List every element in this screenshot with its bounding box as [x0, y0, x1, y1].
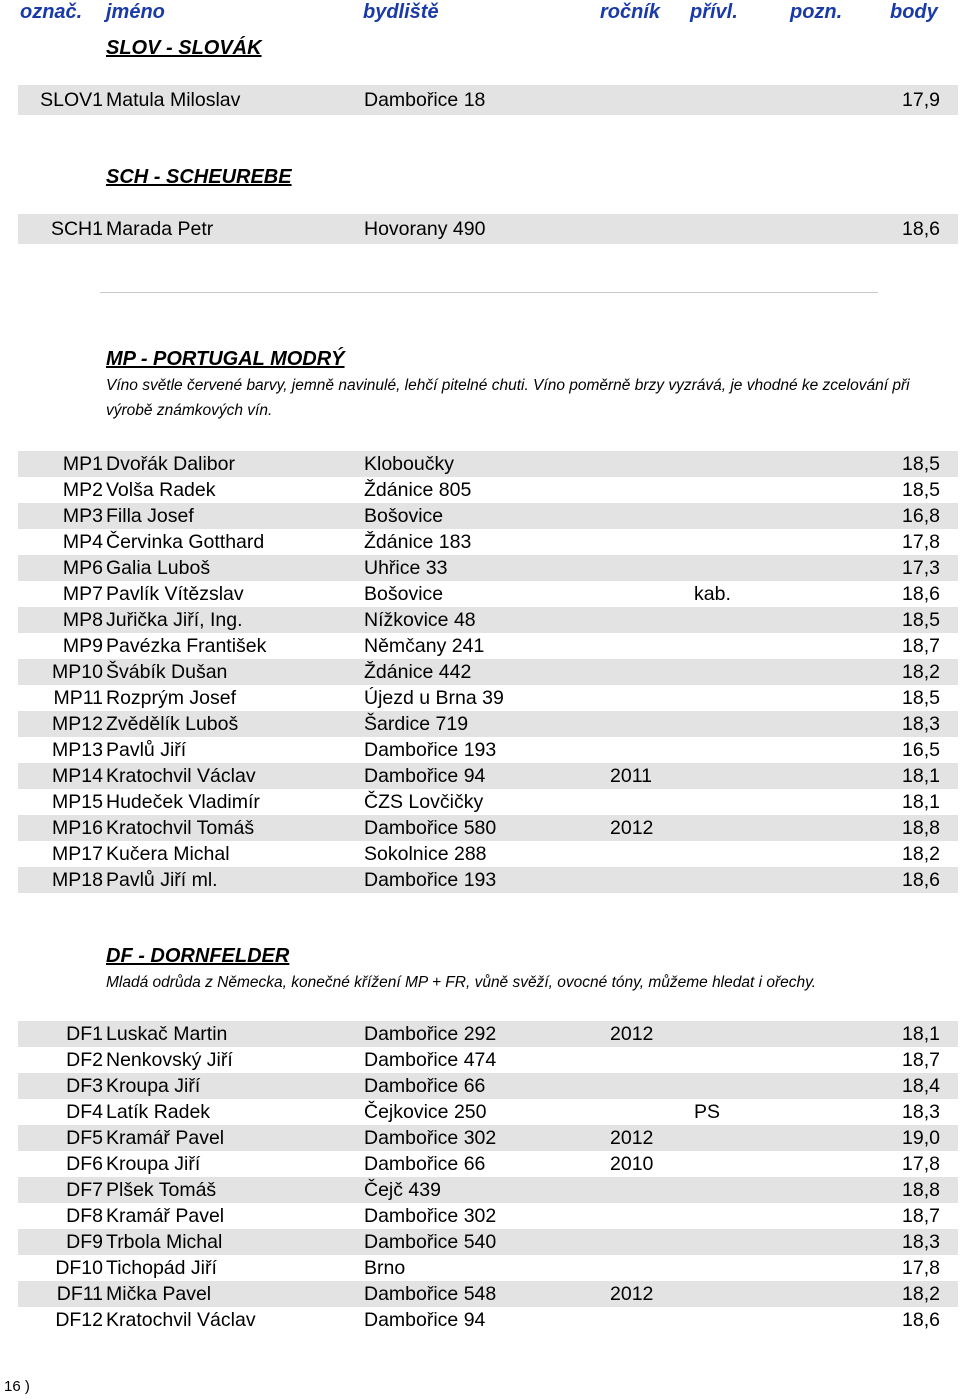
grower-name: Hudeček Vladimír — [106, 791, 260, 813]
grower-name: Švábík Dušan — [106, 661, 228, 683]
table-row — [18, 633, 958, 659]
grower-name: Trbola Michal — [106, 1231, 223, 1253]
entry-id: MP1 — [62, 453, 103, 475]
table-row — [18, 1099, 958, 1125]
grower-town: Dambořice 548 — [364, 1283, 497, 1305]
points: 19,0 — [902, 1127, 940, 1149]
grower-town: Dambořice 580 — [364, 817, 497, 839]
column-header — [0, 0, 960, 24]
table-row — [18, 477, 958, 503]
grower-name: Volša Radek — [106, 479, 216, 501]
table-row — [18, 85, 958, 115]
table-row — [18, 711, 958, 737]
grower-town: Újezd u Brna 39 — [364, 687, 504, 709]
grower-name: Kučera Michal — [106, 843, 230, 865]
grower-town: Dambořice 66 — [364, 1075, 486, 1097]
grower-town: Dambořice 474 — [364, 1049, 497, 1071]
points: 18,1 — [902, 765, 940, 787]
entry-id: MP4 — [62, 531, 103, 553]
entry-id: DF6 — [66, 1153, 103, 1175]
grower-town: Sokolnice 288 — [364, 843, 487, 865]
header-pozn: pozn. — [790, 1, 843, 23]
vintage-year: 2012 — [610, 817, 654, 839]
vintage-year: 2012 — [610, 1283, 654, 1305]
grower-name: Kramář Pavel — [106, 1205, 225, 1227]
vintage-year: 2012 — [610, 1023, 654, 1045]
grower-town: Dambořice 302 — [364, 1205, 497, 1227]
attribute: PS — [694, 1101, 721, 1123]
header-body: body — [890, 1, 938, 23]
table-row — [18, 581, 958, 607]
vintage-year: 2012 — [610, 1127, 654, 1149]
table-row — [18, 1229, 958, 1255]
points: 18,6 — [902, 869, 940, 891]
grower-town: Ždánice 183 — [364, 531, 472, 553]
entry-id: DF8 — [66, 1205, 103, 1227]
entry-id: DF9 — [66, 1231, 103, 1253]
grower-name: Pavlů Jiří — [106, 739, 187, 761]
header-privl: přívl. — [690, 1, 738, 23]
entry-id: MP16 — [52, 817, 103, 839]
points: 17,8 — [902, 531, 940, 553]
points: 18,6 — [902, 218, 940, 240]
grower-town: Dambořice 540 — [364, 1231, 497, 1253]
entry-id: MP11 — [53, 687, 103, 709]
section-title-mp: MP - PORTUGAL MODRÝ — [106, 348, 345, 370]
entry-id: DF10 — [55, 1257, 103, 1279]
points: 18,1 — [902, 791, 940, 813]
grower-town: Brno — [364, 1257, 406, 1279]
points: 18,6 — [902, 583, 940, 605]
grower-town: Ždánice 442 — [364, 661, 472, 683]
entry-id: MP2 — [62, 479, 103, 501]
entry-id: MP6 — [62, 557, 103, 579]
grower-name: Nenkovský Jiří — [106, 1049, 233, 1071]
table-row — [18, 214, 958, 244]
points: 18,2 — [902, 1283, 940, 1305]
grower-town: ČZS Lovčičky — [364, 791, 484, 813]
grower-name: Pavlů Jiří ml. — [106, 869, 218, 891]
grower-town: Dambořice 66 — [364, 1153, 486, 1175]
section-title-sch: SCH - SCHEUREBE — [106, 166, 292, 188]
entry-id: MP14 — [52, 765, 103, 787]
entry-id: MP12 — [52, 713, 103, 735]
entry-id: DF7 — [66, 1179, 103, 1201]
grower-town: Němčany 241 — [364, 635, 485, 657]
divider-line — [100, 292, 878, 293]
table-row — [18, 685, 958, 711]
grower-town: Bošovice — [364, 583, 444, 605]
points: 18,1 — [902, 1023, 940, 1045]
entry-id: MP18 — [52, 869, 103, 891]
grower-town: Dambořice 292 — [364, 1023, 497, 1045]
points: 16,5 — [902, 739, 940, 761]
table-row — [18, 1047, 958, 1073]
table-row — [18, 841, 958, 867]
table-row — [18, 529, 958, 555]
points: 18,5 — [902, 609, 940, 631]
vintage-year: 2011 — [610, 765, 652, 787]
grower-town: Šardice 719 — [364, 713, 469, 735]
grower-town: Hovorany 490 — [364, 218, 486, 240]
table-row — [18, 1021, 958, 1047]
header-jmeno: jméno — [106, 1, 165, 23]
grower-name: Mička Pavel — [106, 1283, 212, 1305]
points: 18,5 — [902, 687, 940, 709]
entry-id: MP9 — [62, 635, 103, 657]
table-row — [18, 1177, 958, 1203]
grower-town: Uhřice 33 — [364, 557, 448, 579]
table-row — [18, 815, 958, 841]
table-row — [18, 1073, 958, 1099]
table-row — [18, 1151, 958, 1177]
entry-id: DF2 — [66, 1049, 103, 1071]
table-row — [18, 789, 958, 815]
points: 18,8 — [902, 1179, 940, 1201]
grower-name: Dvořák Dalibor — [106, 453, 235, 475]
vintage-year: 2010 — [610, 1153, 654, 1175]
header-oznac: označ. — [20, 1, 83, 23]
table-row — [18, 1203, 958, 1229]
grower-town: Dambořice 193 — [364, 739, 497, 761]
grower-name: Tichopád Jiří — [106, 1257, 217, 1279]
grower-name: Pavézka František — [106, 635, 267, 657]
points: 18,7 — [902, 1049, 940, 1071]
points: 17,3 — [902, 557, 940, 579]
table-row — [18, 763, 958, 789]
grower-town: Kloboučky — [364, 453, 454, 475]
section-title-slov: SLOV - SLOVÁK — [106, 37, 262, 59]
header-bydliste: bydliště — [363, 1, 439, 23]
rows-mp — [18, 451, 958, 893]
entry-id: MP7 — [62, 583, 103, 605]
header-rocnik: ročník — [600, 1, 661, 23]
entry-id: DF11 — [56, 1283, 103, 1305]
grower-town: Nížkovice 48 — [364, 609, 476, 631]
grower-town: Bošovice — [364, 505, 444, 527]
table-row — [18, 1255, 958, 1281]
table-row — [18, 1125, 958, 1151]
points: 18,3 — [902, 1101, 940, 1123]
section-description-df: Mladá odrůda z Německa, konečné křížení MP + FR, vůně svěží, ovocné tóny, můžeme hledat i ořechy. — [106, 974, 817, 991]
grower-name: Červinka Gotthard — [106, 531, 265, 553]
grower-town: Dambořice 18 — [364, 89, 486, 111]
entry-id: MP3 — [62, 505, 103, 527]
note: kab. — [694, 583, 731, 605]
grower-name: Matula Miloslav — [106, 89, 241, 111]
page-number: 16 ) — [4, 1378, 30, 1395]
grower-name: Galia Luboš — [106, 557, 211, 579]
points: 18,7 — [902, 1205, 940, 1227]
entry-id: DF3 — [66, 1075, 103, 1097]
points: 18,5 — [902, 453, 940, 475]
grower-name: Pavlík Vítězslav — [106, 583, 244, 605]
grower-name: Filla Josef — [106, 505, 194, 527]
section-title-df: DF - DORNFELDER — [106, 945, 290, 967]
grower-name: Plšek Tomáš — [106, 1179, 217, 1201]
grower-town: Čejč 439 — [364, 1179, 441, 1201]
entry-id: MP10 — [52, 661, 103, 683]
grower-name: Kratochvil Václav — [106, 1309, 256, 1331]
grower-name: Zvědělík Luboš — [106, 713, 239, 735]
grower-town: Dambořice 193 — [364, 869, 497, 891]
table-row — [18, 737, 958, 763]
table-row — [18, 1281, 958, 1307]
rows-sch — [18, 214, 958, 244]
rows-slov — [18, 85, 958, 115]
table-row — [18, 451, 958, 477]
points: 18,2 — [902, 843, 940, 865]
grower-town: Dambořice 94 — [364, 1309, 486, 1331]
points: 17,9 — [902, 89, 940, 111]
points: 18,4 — [902, 1075, 940, 1097]
grower-town: Dambořice 94 — [364, 765, 486, 787]
grower-name: Marada Petr — [106, 218, 214, 240]
grower-name: Rozprým Josef — [106, 687, 237, 709]
entry-id: MP8 — [62, 609, 103, 631]
entry-id: DF12 — [55, 1309, 103, 1331]
points: 18,2 — [902, 661, 940, 683]
grower-name: Kratochvil Václav — [106, 765, 256, 787]
points: 18,7 — [902, 635, 940, 657]
entry-id: SCH1 — [50, 218, 103, 240]
grower-town: Ždánice 805 — [364, 479, 472, 501]
table-row — [18, 1307, 958, 1333]
table-row — [18, 607, 958, 633]
grower-name: Kroupa Jiří — [106, 1075, 201, 1097]
points: 18,6 — [902, 1309, 940, 1331]
grower-town: Čejkovice 250 — [364, 1101, 487, 1123]
entry-id: MP13 — [52, 739, 103, 761]
grower-name: Latík Radek — [106, 1101, 211, 1123]
entry-id: MP17 — [52, 843, 103, 865]
entry-id: MP15 — [52, 791, 103, 813]
grower-name: Kramář Pavel — [106, 1127, 225, 1149]
rows-df — [18, 1021, 958, 1333]
points: 18,3 — [902, 1231, 940, 1253]
points: 17,8 — [902, 1153, 940, 1175]
grower-name: Kratochvil Tomáš — [106, 817, 255, 839]
section-description-mp: Víno světle červené barvy, jemně navinulé, lehčí pitelné chuti. Víno poměrně brzy vyzrává, je vhodné ke zcelování při výrobě známkových vín. — [106, 377, 910, 419]
grower-name: Juřička Jiří, Ing. — [106, 609, 243, 631]
entry-id: SLOV1 — [40, 89, 103, 111]
table-row — [18, 867, 958, 893]
entry-id: DF5 — [66, 1127, 103, 1149]
entry-id: DF1 — [66, 1023, 103, 1045]
points: 17,8 — [902, 1257, 940, 1279]
entry-id: DF4 — [66, 1101, 103, 1123]
grower-name: Luskač Martin — [106, 1023, 228, 1045]
points: 18,5 — [902, 479, 940, 501]
points: 18,3 — [902, 713, 940, 735]
table-row — [18, 659, 958, 685]
grower-name: Kroupa Jiří — [106, 1153, 201, 1175]
points: 16,8 — [902, 505, 940, 527]
table-row — [18, 503, 958, 529]
table-row — [18, 555, 958, 581]
points: 18,8 — [902, 817, 940, 839]
grower-town: Dambořice 302 — [364, 1127, 497, 1149]
